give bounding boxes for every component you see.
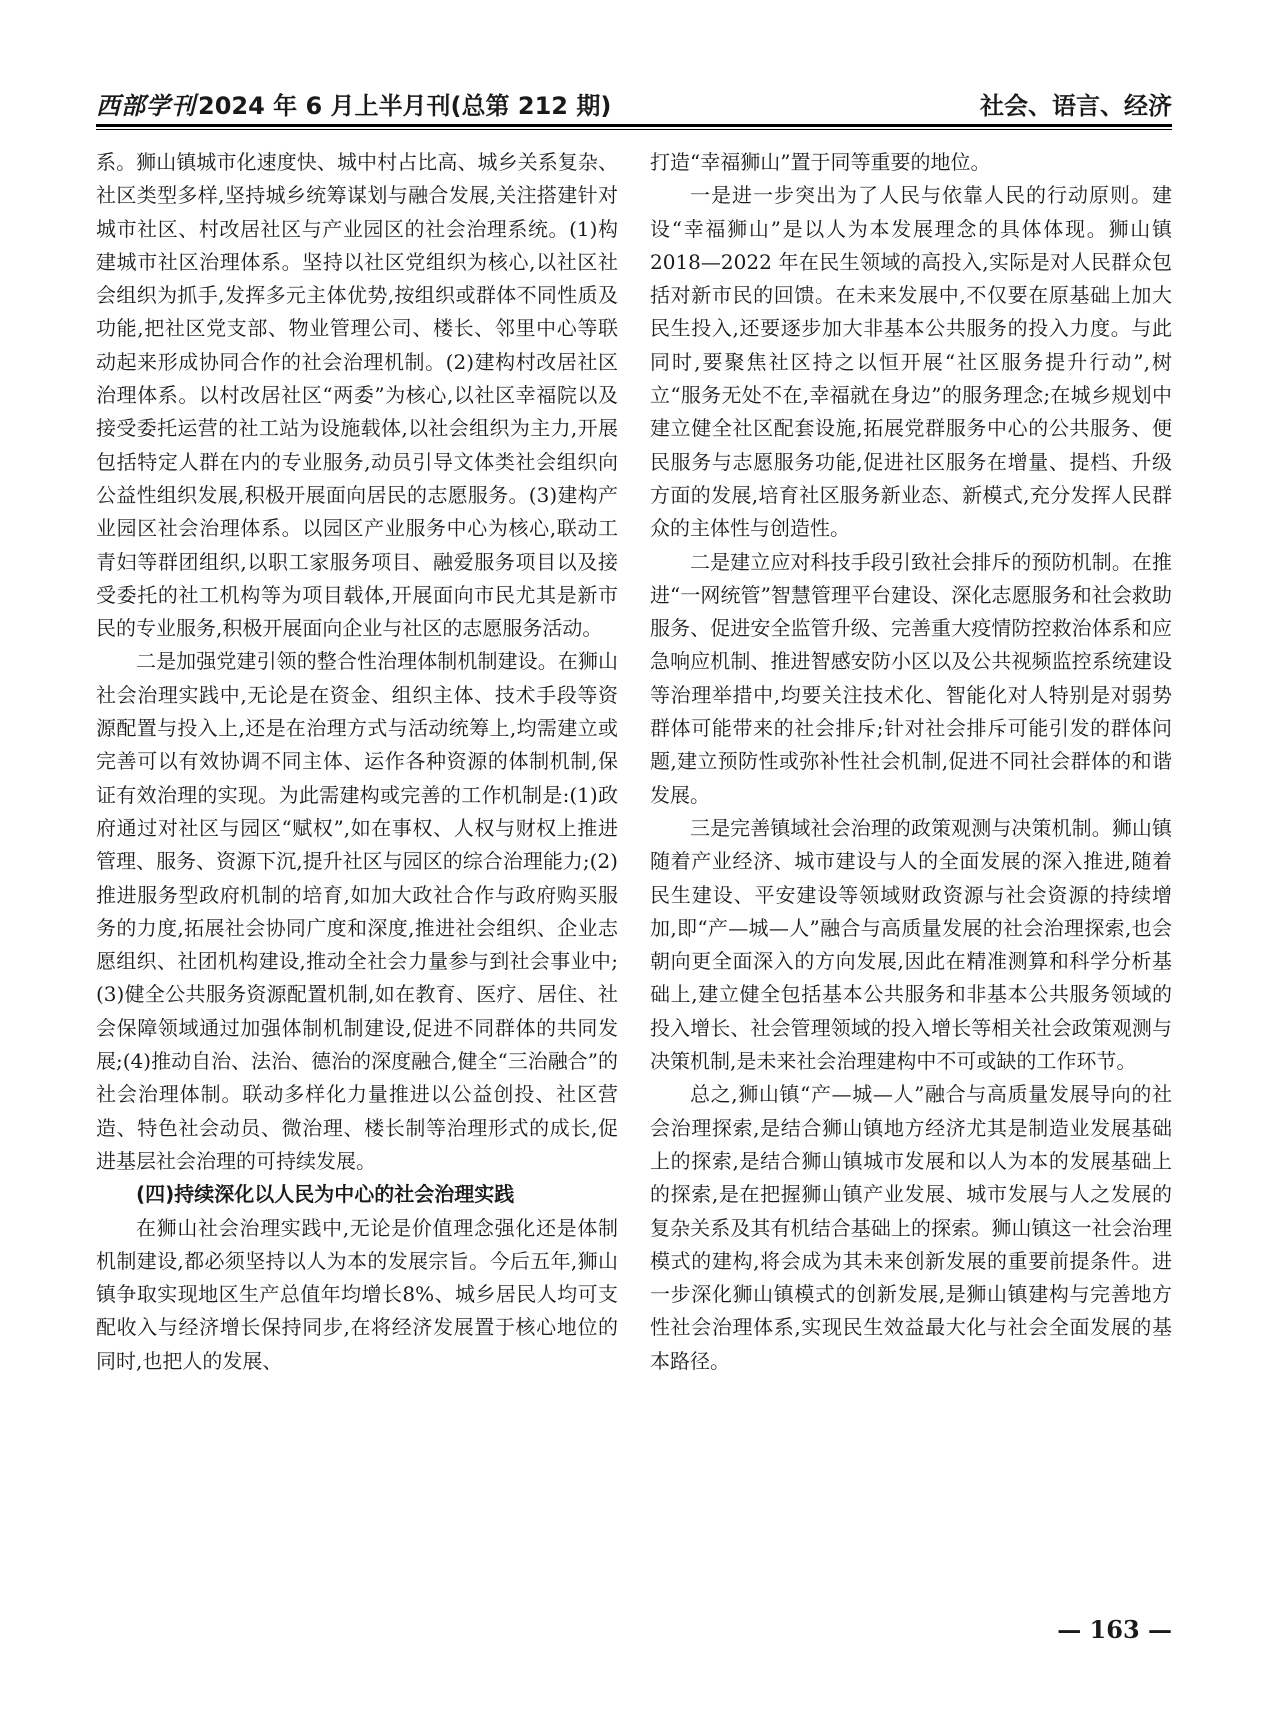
paragraph: 一是进一步突出为了人民与依靠人民的行动原则。建设“幸福狮山”是以人为本发展理念的具体体现。狮山镇 2018—2022 年在民生领域的高投入,实际是对人民群众包括对新市民的回馈。在未来发展中,不仅要在原基础上加大民生投入,还要逐步加大非基本公共服务的投入力度。与此同时,要聚焦社区持之以恒开展“社区服务提升行动”,树立“服务无处不在,幸福就在身边”的服务理念;在城乡规划中建立健全社区配套设施,拓展党群服务中心的公共服务、便民服务与志愿服务功能,促进社区服务在增量、提档、升级方面的发展,培育社区服务新业态、新模式,充分发挥人民群众的主体性与创造性。	[650, 183, 1172, 541]
paragraph: 三是完善镇域社会治理的政策观测与决策机制。狮山镇随着产业经济、城市建设与人的全面发展的深入推进,随着民生建设、平安建设等领域财政资源与社会资源的持续增加,即“产—城—人”融合与高质量发展的社会治理探索,也会朝向更全面深入的方向发展,因此在精准测算和科学分析基础上,建立健全包括基本公共服务和非基本公共服务领域的投入增长、社会管理领域的投入增长等相关社会政策观测与决策机制,是未来社会治理建构中不可或缺的工作环节。	[650, 815, 1172, 1074]
section-label: 社会、语言、经济	[980, 92, 1172, 120]
paragraph: 二是建立应对科技手段引致社会排斥的预防机制。在推进“一网统管”智慧管理平台建设、深化志愿服务和社会救助服务、促进安全监管升级、完善重大疫情防控救治体系和应急响应机制、推进智感安防小区以及公共视频监控系统建设等治理举措中,均要关注技术化、智能化对人特别是对弱势群体可能带来的社会排斥;针对社会排斥可能引发的群体问题,建立预防性或弥补性社会机制,促进不同社会群体的和谐发展。	[650, 549, 1172, 807]
right-column	[650, 146, 1172, 1378]
running-header	[96, 86, 1172, 122]
header-rule-thin	[96, 129, 1172, 130]
journal-logo: 西部学刊	[96, 91, 196, 120]
paragraph: 总之,狮山镇“产—城—人”融合与高质量发展导向的社会治理探索,是结合狮山镇地方经济尤其是制造业发展基础上的探索,是结合狮山镇城市发展和以人为本的发展基础上的探索,是在把握狮山镇产业发展、城市发展与人之发展的复杂关系及其有机结合基础上的探索。狮山镇这一社会治理模式的建构,将会成为其未来创新发展的重要前提条件。进一步深化狮山镇模式的创新发展,是狮山镇建构与完善地方性社会治理体系,实现民生效益最大化与社会全面发展的基本路径。	[650, 1082, 1172, 1373]
paragraph: 打造“幸福狮山”置于同等重要的地位。	[650, 150, 991, 174]
header-rule-thick	[96, 124, 1172, 127]
paragraph: 在狮山社会治理实践中,无论是价值理念强化还是体制机制建设,都必须坚持以人为本的发展宗旨。今后五年,狮山镇争取实现地区生产总值年均增长8%、城乡居民人均可支配收入与经济增长保持同步,在将经济发展置于核心地位的同时,也把人的发展、	[96, 1215, 618, 1373]
page-number: — 163 —	[1057, 1615, 1172, 1644]
header-journal-issue	[96, 86, 611, 121]
paragraph: 二是加强党建引领的整合性治理体制机制建设。在狮山社会治理实践中,无论是在资金、组织主体、技术手段等资源配置与投入上,还是在治理方式与活动统筹上,均需建立或完善可以有效协调不同主体、运作各种资源的体制机制,保证有效治理的实现。为此需建构或完善的工作机制是:(1)政府通过对社区与园区“赋权”,如在事权、人权与财权上推进管理、服务、资源下沉,提升社区与园区的综合治理能力;(2)推进服务型政府机制的培育,如加大政社合作与政府购买服务的力度,拓展社会协同广度和深度,推进社会组织、企业志愿组织、社团机构建设,推动全社会力量参与到社会事业中;(3)健全公共服务资源配置机制,如在教育、医疗、居住、社会保障领域通过加强体制机制建设,促进不同群体的共同发展;(4)推动自治、法治、德治的深度融合,健全“三治融合”的社会治理体制。联动多样化力量推进以公益创投、社区营造、特色社会动员、微治理、楼长制等治理形式的成长,促进基层社会治理的可持续发展。	[96, 649, 618, 1173]
section-heading: (四)持续深化以人民为中心的社会治理实践	[136, 1182, 515, 1207]
issue-info: 2024 年 6 月上半月刊(总第 212 期)	[198, 92, 612, 120]
left-column	[96, 146, 618, 1378]
paragraph: 系。狮山镇城市化速度快、城中村占比高、城乡关系复杂、社区类型多样,坚持城乡统筹谋划与融合发展,关注搭建针对城市社区、村改居社区与产业园区的社会治理系统。(1)构建城市社区治理体系。坚持以社区党组织为核心,以社区社会组织为抓手,发挥多元主体优势,按组织或群体不同性质及功能,把社区党支部、物业管理公司、楼长、邻里中心等联动起来形成协同合作的社会治理机制。(2)建构村改居社区治理体系。以村改居社区“两委”为核心,以社区幸福院以及接受委托运营的社工站为设施载体,以社会组织为主力,开展包括特定人群在内的专业服务,动员引导文体类社会组织向公益性组织发展,积极开展面向居民的志愿服务。(3)建构产业园区社会治理体系。以园区产业服务中心为核心,联动工青妇等群团组织,以职工家服务项目、融爱服务项目以及接受委托的社工机构等为项目载体,开展面向市民尤其是新市民的专业服务,积极开展面向企业与社区的志愿服务活动。	[96, 150, 618, 641]
